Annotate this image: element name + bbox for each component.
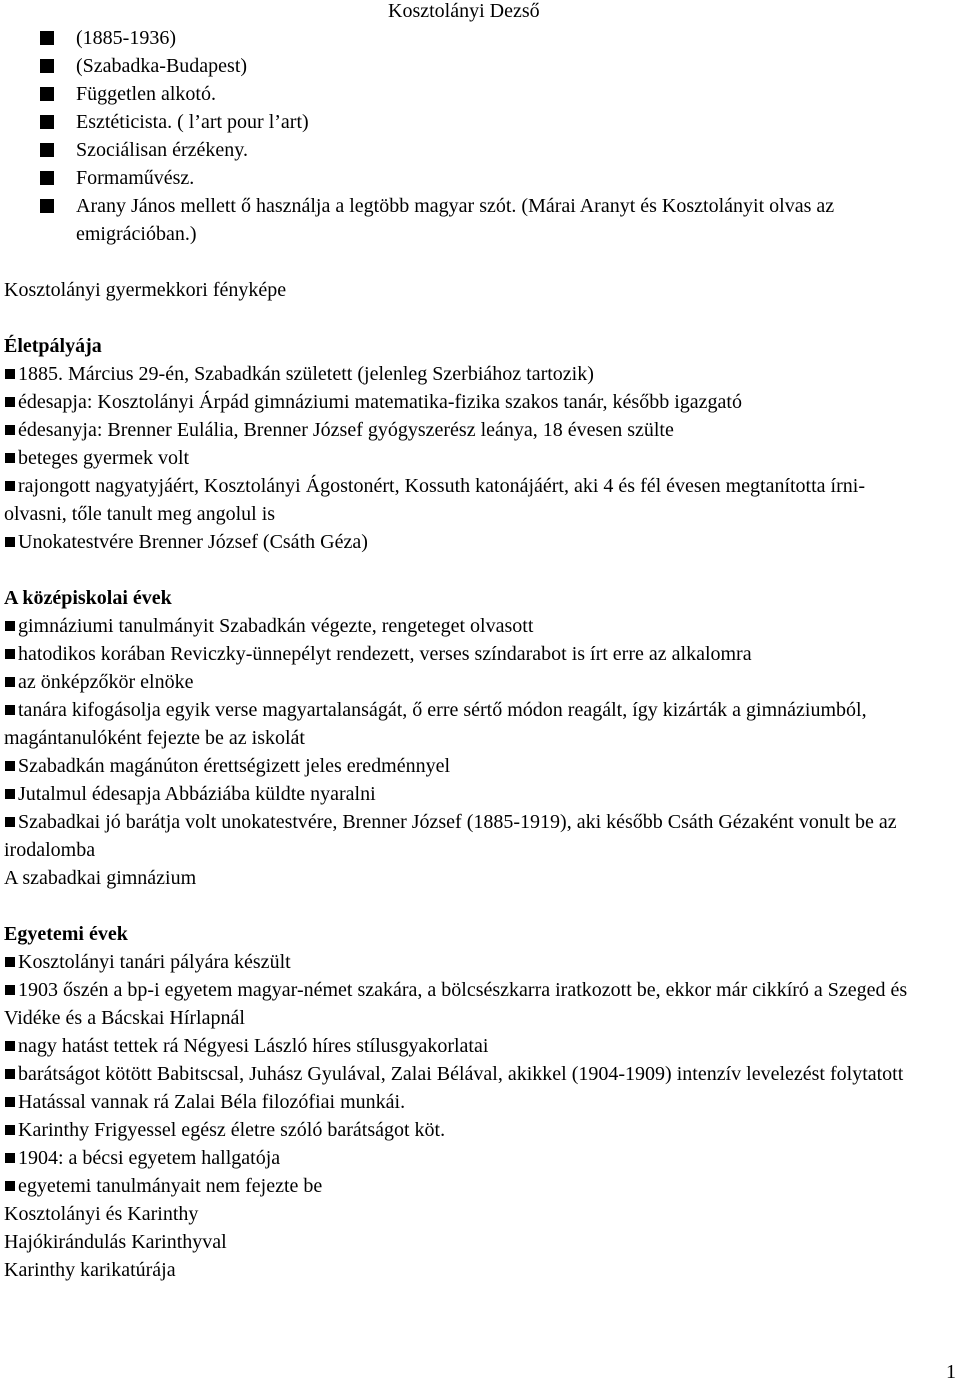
- list-item: [4, 444, 919, 472]
- intro-item-text: Szociálisan érzékeny.: [76, 139, 248, 161]
- list-item-text: Szabadkán magánúton érettségizett jeles eredménnyel: [18, 755, 451, 777]
- photo-caption: Hajókirándulás Karinthyval: [4, 1231, 227, 1253]
- square-bullet-icon: [5, 425, 15, 435]
- square-bullet-icon: [40, 87, 54, 101]
- square-bullet-icon: [5, 705, 15, 715]
- square-bullet-icon: [5, 957, 15, 967]
- list-item: [4, 1172, 919, 1200]
- intro-item-text: (Szabadka-Budapest): [76, 55, 248, 77]
- intro-bullet-list: [0, 24, 930, 248]
- list-item-text: 1904: a bécsi egyetem hallgatója: [18, 1147, 281, 1169]
- intro-item-text: Arany János mellett ő használja a legtöbb magyar szót. (Márai Aranyt és Kosztolányit olvas az emigrációban.): [76, 195, 835, 245]
- square-bullet-icon: [5, 1041, 15, 1051]
- list-item-text: gimnáziumi tanulmányit Szabadkán végezte, rengeteget olvasott: [18, 615, 534, 637]
- intro-item: [0, 52, 930, 80]
- square-bullet-icon: [5, 761, 15, 771]
- list-item: [4, 948, 919, 976]
- list-item: [4, 808, 919, 864]
- square-bullet-icon: [5, 789, 15, 799]
- document-body: [4, 276, 919, 1284]
- intro-item: [0, 108, 930, 136]
- square-bullet-icon: [5, 1153, 15, 1163]
- list-item-text: egyetemi tanulmányait nem fejezte be: [18, 1175, 323, 1197]
- childhood-photo-caption: Kosztolányi gyermekkori fényképe: [4, 279, 287, 301]
- list-item-text: Jutalmul édesapja Abbáziába küldte nyaralni: [18, 783, 376, 805]
- photo-caption: Kosztolányi és Karinthy: [4, 1203, 199, 1225]
- list-item-text: az önképzőkör elnöke: [18, 671, 194, 693]
- square-bullet-icon: [5, 369, 15, 379]
- list-item-text: beteges gyermek volt: [18, 447, 190, 469]
- section-heading-life: Életpályája: [4, 335, 102, 357]
- list-item: [4, 1116, 919, 1144]
- intro-item: [0, 136, 930, 164]
- intro-item: [0, 164, 930, 192]
- list-item-text: tanára kifogásolja egyik verse magyartalanságát, ő erre sértő módon reagált, így kizárták a gimnáziumból, magántanulóként fejezte be az iskolát: [4, 699, 867, 749]
- square-bullet-icon: [5, 621, 15, 631]
- square-bullet-icon: [40, 115, 54, 129]
- list-item-text: barátságot kötött Babitscsal, Juhász Gyulával, Zalai Bélával, akikkel (1904-1909) intenzív levelezést folytatott: [18, 1063, 904, 1085]
- list-item-text: 1885. Március 29-én, Szabadkán született (jelenleg Szerbiához tartozik): [18, 363, 594, 385]
- list-item: [4, 752, 919, 780]
- intro-item-text: Esztéticista. ( l’art pour l’art): [76, 111, 309, 133]
- list-item: [4, 360, 919, 388]
- square-bullet-icon: [40, 59, 54, 73]
- list-item: [4, 780, 919, 808]
- list-item-text: Unokatestvére Brenner József (Csáth Géza): [18, 531, 368, 553]
- section-heading-school: A középiskolai évek: [4, 587, 172, 609]
- school-photo-caption: A szabadkai gimnázium: [4, 867, 197, 889]
- list-item: [4, 388, 919, 416]
- list-item-text: Karinthy Frigyessel egész életre szóló barátságot köt.: [18, 1119, 446, 1141]
- square-bullet-icon: [5, 1069, 15, 1079]
- list-item-text: édesanyja: Brenner Eulália, Brenner József gyógyszerész leánya, 18 évesen szülte: [18, 419, 674, 441]
- spacer: [4, 304, 919, 332]
- photo-caption: Karinthy karikatúrája: [4, 1259, 176, 1281]
- document-title: Kosztolányi Dezső: [388, 0, 540, 22]
- list-item: [4, 612, 919, 640]
- square-bullet-icon: [5, 817, 15, 827]
- list-item: [4, 416, 919, 444]
- intro-item-text: (1885-1936): [76, 27, 176, 49]
- list-item-text: 1903 őszén a bp-i egyetem magyar-német szakára, a bölcsészkarra iratkozott be, ekkor már cikkíró a Szeged és Vidéke és a Bácskai Hírlapnál: [4, 979, 908, 1029]
- list-item: [4, 472, 919, 528]
- page-number: 1: [946, 1361, 956, 1383]
- square-bullet-icon: [5, 649, 15, 659]
- list-item: [4, 1032, 919, 1060]
- list-item: [4, 1060, 919, 1088]
- square-bullet-icon: [5, 481, 15, 491]
- intro-item: [0, 24, 930, 52]
- list-item-text: rajongott nagyatyjáért, Kosztolányi Ágostonért, Kossuth katonájáért, aki 4 és fél évesen megtanította írni-olvasni, tőle tanult meg angolul is: [4, 475, 865, 525]
- list-item-text: édesapja: Kosztolányi Árpád gimnáziumi matematika-fizika szakos tanár, később igazgató: [18, 391, 742, 413]
- square-bullet-icon: [5, 1125, 15, 1135]
- spacer: [4, 556, 919, 584]
- square-bullet-icon: [40, 199, 54, 213]
- list-item: [4, 668, 919, 696]
- square-bullet-icon: [5, 537, 15, 547]
- square-bullet-icon: [40, 171, 54, 185]
- square-bullet-icon: [40, 31, 54, 45]
- square-bullet-icon: [5, 397, 15, 407]
- intro-item-text: Formaművész.: [76, 167, 195, 189]
- list-item: [4, 640, 919, 668]
- square-bullet-icon: [5, 1097, 15, 1107]
- list-item: [4, 1088, 919, 1116]
- square-bullet-icon: [5, 1181, 15, 1191]
- list-item-text: Hatással vannak rá Zalai Béla filozófiai munkái.: [18, 1091, 406, 1113]
- list-item: [4, 1144, 919, 1172]
- spacer: [4, 892, 919, 920]
- square-bullet-icon: [5, 985, 15, 995]
- section-heading-university: Egyetemi évek: [4, 923, 128, 945]
- list-item-text: Szabadkai jó barátja volt unokatestvére, Brenner József (1885-1919), aki később Csáth Gézaként vonult be az irodalomba: [4, 811, 897, 861]
- list-item-text: nagy hatást tettek rá Négyesi László híres stílusgyakorlatai: [18, 1035, 489, 1057]
- list-item-text: hatodikos korában Reviczky-ünnepélyt rendezett, verses színdarabot is írt erre az alkalomra: [18, 643, 752, 665]
- list-item: [4, 696, 919, 752]
- square-bullet-icon: [5, 453, 15, 463]
- square-bullet-icon: [5, 677, 15, 687]
- intro-item-text: Független alkotó.: [76, 83, 216, 105]
- intro-item: [0, 80, 930, 108]
- list-item: [4, 528, 919, 556]
- intro-item: [0, 192, 930, 248]
- list-item: [4, 976, 919, 1032]
- square-bullet-icon: [40, 143, 54, 157]
- list-item-text: Kosztolányi tanári pályára készült: [18, 951, 291, 973]
